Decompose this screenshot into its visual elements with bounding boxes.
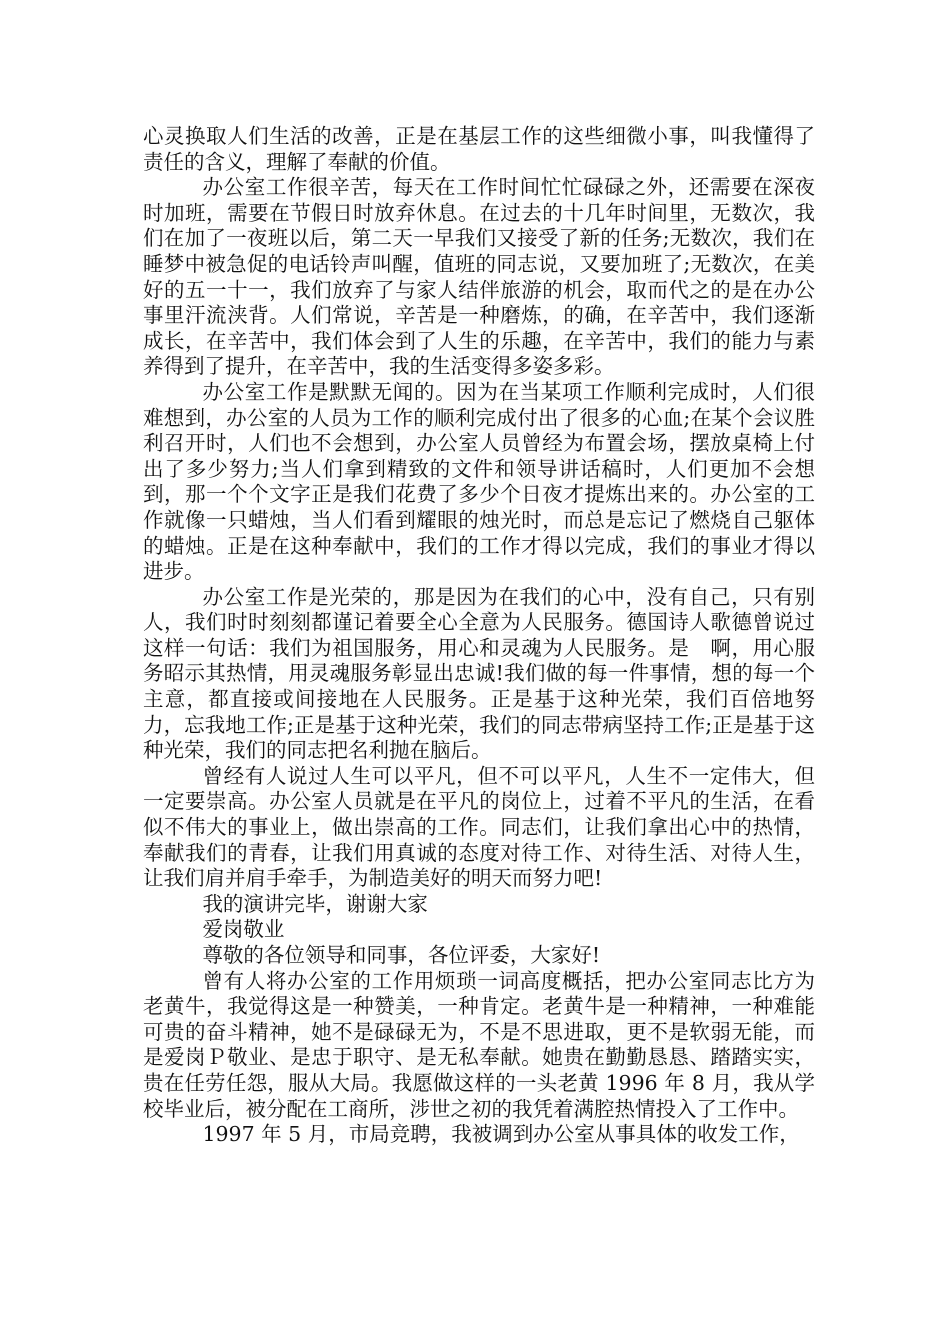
document-body <box>143 124 815 1148</box>
paragraph-5: 曾经有人说过人生可以平凡，但不可以平凡，人生不一定伟大，但一定要崇高。办公室人员就是在平凡的岗位上，过着不平凡的生活，在看似不伟大的事业上，做出崇高的工作。同志们，让我们拿出心中的热情，奉献我们的青春，让我们用真诚的态度对待工作、对待生活、对待人生，让我们肩并肩手牵手，为制造美好的明天而努力吧! <box>143 763 815 891</box>
paragraph-2: 办公室工作很辛苦，每天在工作时间忙忙碌碌之外，还需要在深夜时加班，需要在节假日时放弃休息。在过去的十几年时间里，无数次，我们在加了一夜班以后，第二天一早我们又接受了新的任务;无数次，我们在睡梦中被急促的电话铃声叫醒，值班的同志说，又要加班了;无数次，在美好的五一十一，我们放弃了与家人结伴旅游的机会，取而代之的是在办公事里汗流浃背。人们常说，辛苦是一种磨炼，的确，在辛苦中，我们逐渐成长，在辛苦中，我们体会到了人生的乐趣，在辛苦中，我们的能力与素养得到了提升，在辛苦中，我的生活变得多姿多彩。 <box>143 175 815 379</box>
paragraph-4: 办公室工作是光荣的，那是因为在我们的心中，没有自己，只有别人，我们时时刻刻都谨记着要全心全意为人民服务。德国诗人歌德曾说过这样一句话：我们为祖国服务，用心和灵魂为人民服务。是 啊，用心服务昭示其热情，用灵魂服务彰显出忠诚!我们做的每一件事情，想的每一个主意，都直接或间接地在人民服务。正是基于这种光荣，我们百倍地努力，忘我地工作;正是基于这种光荣，我们的同志带病坚持工作;正是基于这种光荣，我们的同志把名利抛在脑后。 <box>143 584 815 763</box>
speech-title: 爱岗敬业 <box>202 917 285 942</box>
paragraph-9: 曾有人将办公室的工作用烦琐一词高度概括，把办公室同志比方为老黄牛，我觉得这是一种赞美，一种肯定。老黄牛是一种精神，一种难能可贵的奋斗精神，她不是碌碌无为，不是不思进取，更不是软弱无能，而是爱岗Ｐ敬业、是忠于职守、是无私奉献。她贵在勤勤恳恳、踏踏实实，贵在任劳任怨，服从大局。我愿做这样的一头老黄 1996 年 8 月，我从学校毕业后，被分配在工商所，涉世之初的我凭着满腔热情投入了工作中。 <box>143 968 815 1121</box>
greeting: 尊敬的各位领导和同事，各位评委，大家好! <box>202 943 601 967</box>
paragraph-1: 心灵换取人们生活的改善，正是在基层工作的这些细微小事，叫我懂得了责任的含义，理解了奉献的价值。 <box>143 124 815 174</box>
closing-remark: 我的演讲完毕，谢谢大家 <box>202 891 428 916</box>
paragraph-10: 1997 年 5 月，市局竞聘，我被调到办公室从事具体的收发工作， <box>202 1122 800 1147</box>
paragraph-3: 办公室工作是默默无闻的。因为在当某项工作顺利完成时，人们很难想到，办公室的人员为工作的顺利完成付出了很多的心血;在某个会议胜利召开时，人们也不会想到，办公室人员曾经为布置会场，摆放桌椅上付出了多少努力;当人们拿到精致的文件和领导讲话稿时，人们更加不会想到，那一个个文字正是我们花费了多少个日夜才提炼出来的。办公室的工作就像一只蜡烛，当人们看到耀眼的烛光时，而总是忘记了燃烧自己躯体的蜡烛。正是在这种奉献中，我们的工作才得以完成，我们的事业才得以进步。 <box>143 379 815 584</box>
